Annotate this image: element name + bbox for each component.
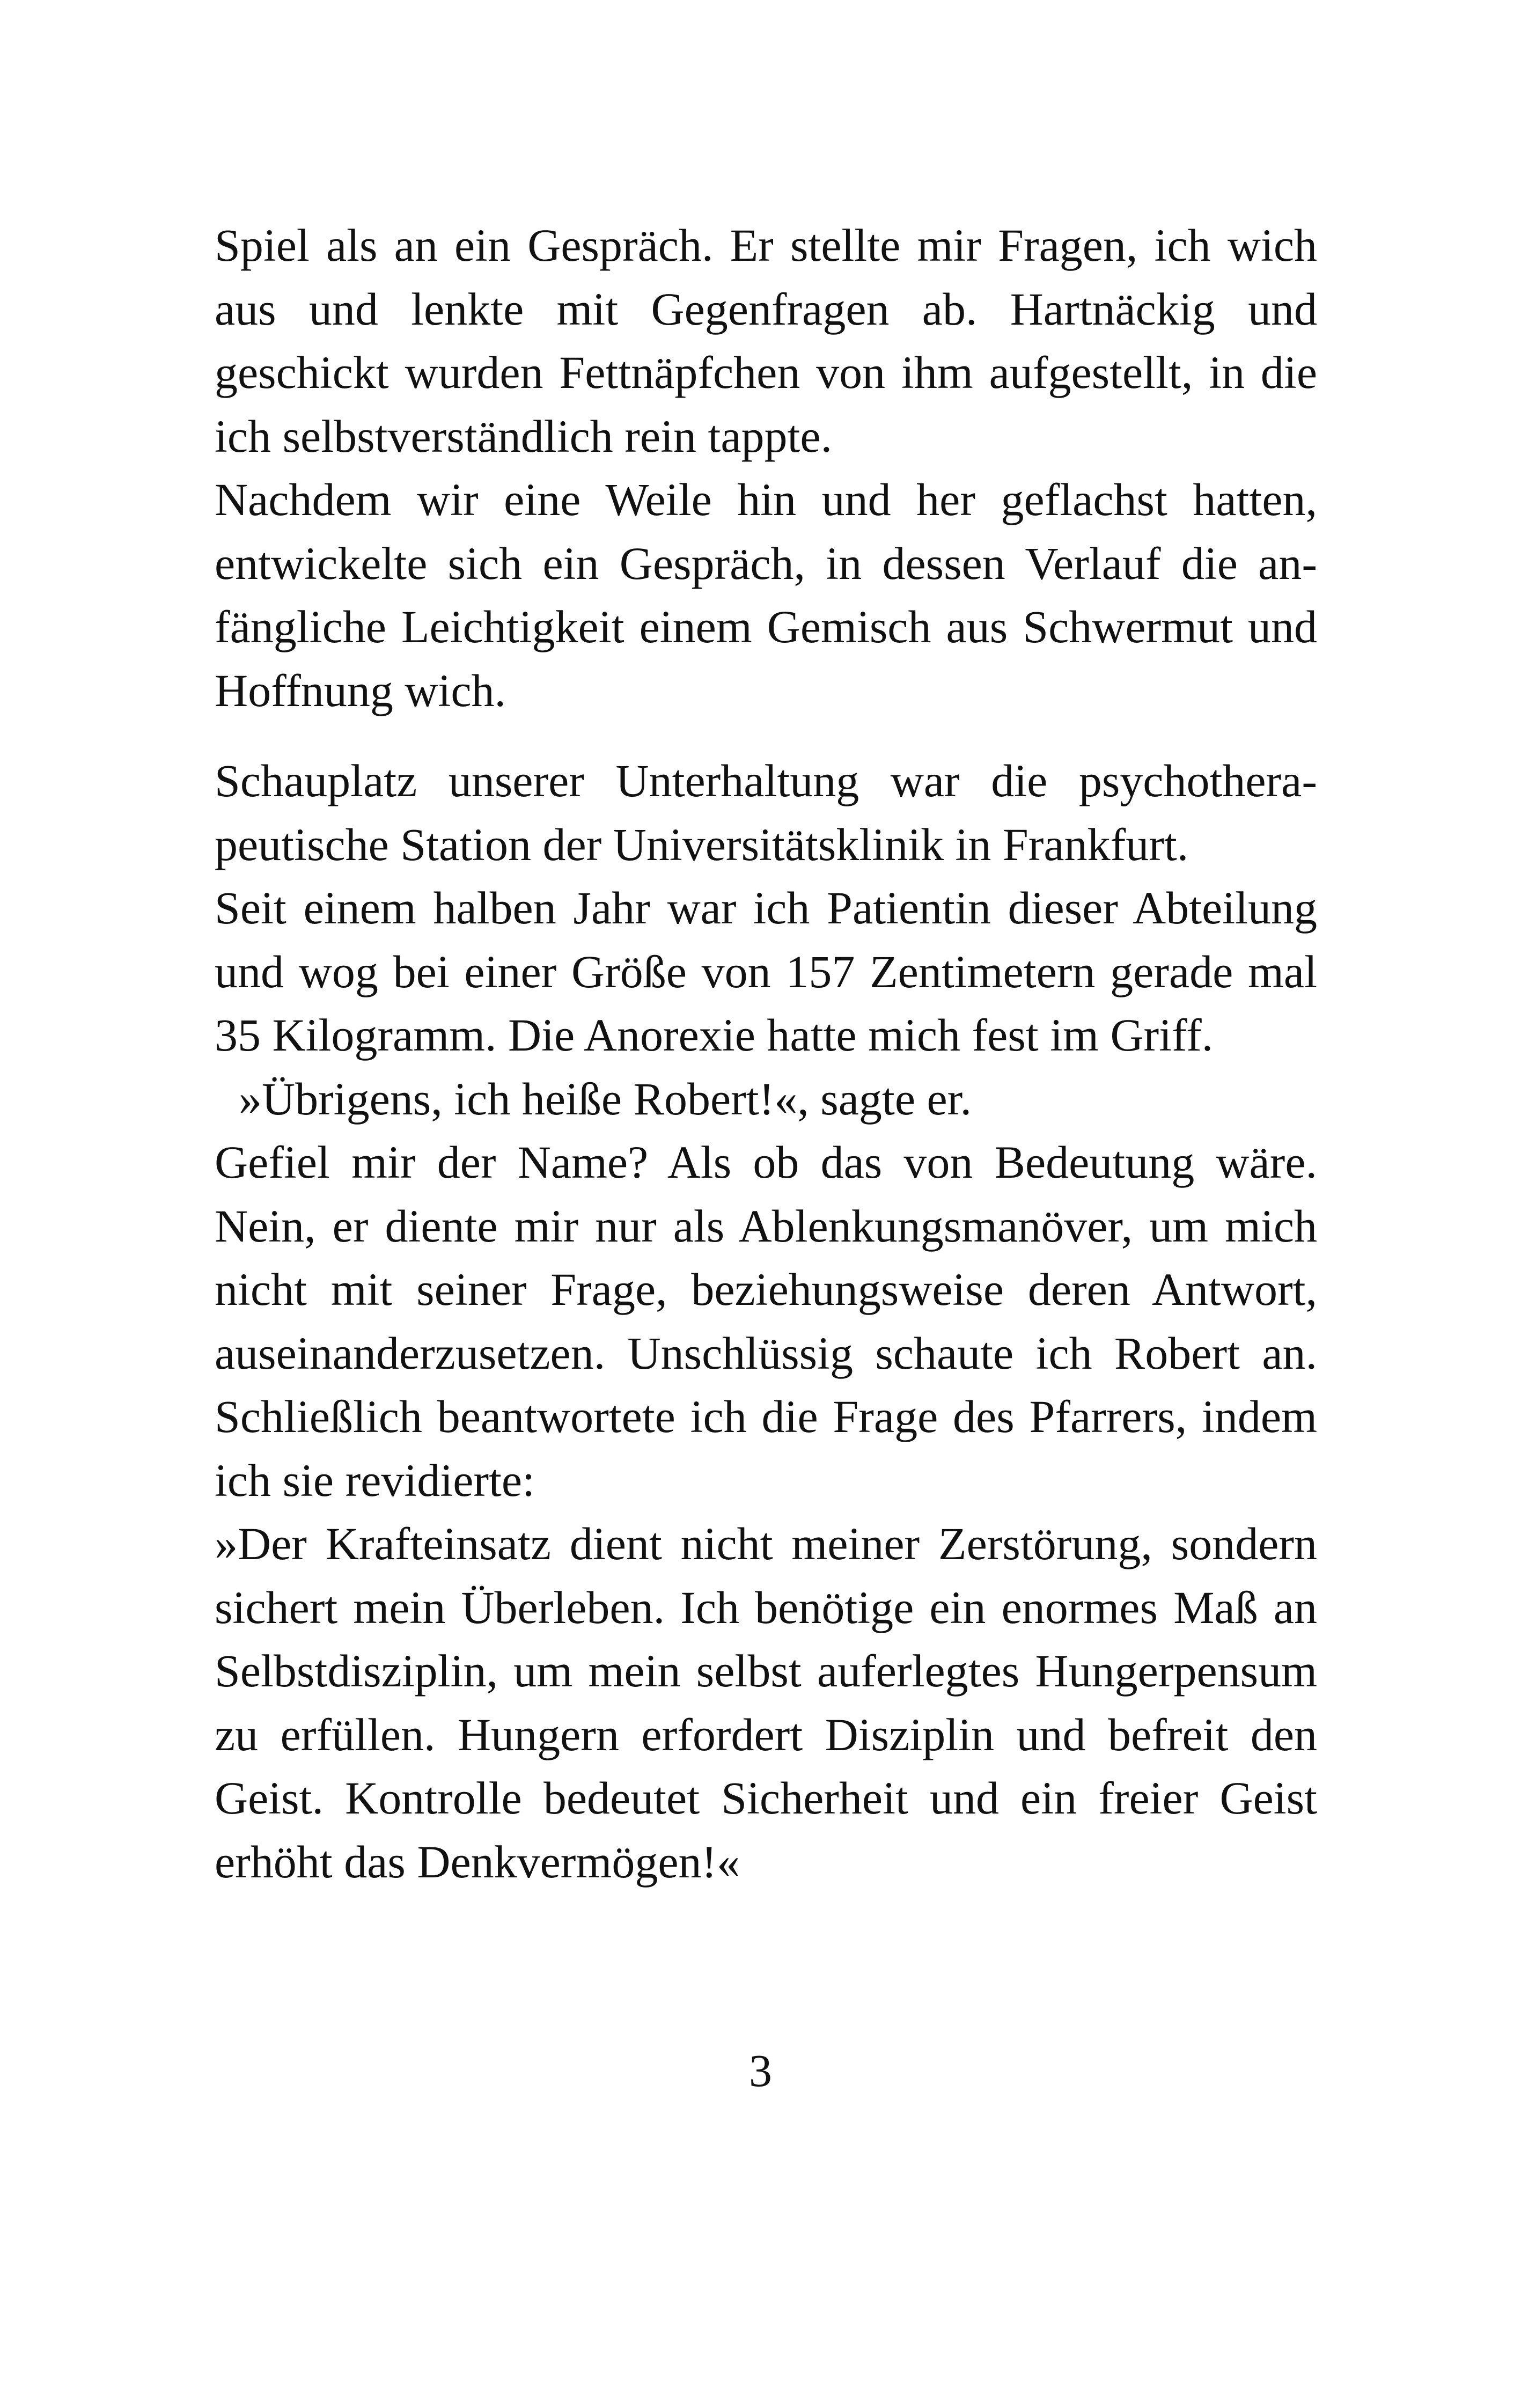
- paragraph-6: Gefiel mir der Name? Als ob das von Bedeutung wäre. Nein, er diente mir nur als Ablenkungsmanöver, um mich nicht mit seiner Frage, beziehungsweise deren Antwort, auseinanderzusetzen. Unschlüssig schaute ich Robert an. Schließlich beantwortete ich die Frage des Pfarrers, indem ich sie revidierte:: [215, 1136, 1317, 1506]
- paragraph-1: Spiel als an ein Gespräch. Er stellte mir Fragen, ich wich aus und lenkte mit Gegenfragen ab. Hartnäckig und geschickt wurden Fettnäpfchen von ihm aufgestellt, in die ich selbstverständlich rein tappte.: [215, 219, 1317, 462]
- paragraph-2: Nachdem wir eine Weile hin und her geflachst hatten, entwickelte sich ein Gespräch, in dessen Verlauf die anfängliche Leichtigkeit einem Gemisch aus Schwermut und Hoffnung wich.: [215, 474, 1317, 716]
- paragraph-4: Seit einem halben Jahr war ich Patientin dieser Abteilung und wog bei einer Größe von 157 Zentimetern gerade mal 35 Kilogramm. Die Anorexie hatte mich fest im Griff.: [215, 882, 1317, 1061]
- block-quote: »Der Krafteinsatz dient nicht meiner Zerstörung, sondern sichert mein Überleben. Ich benötige ein enormes Maß an Selbstdisziplin, um mein selbst auferlegtes Hungerpensum zu erfüllen. Hungern erfordert Disziplin und befreit den Geist. Kontrolle bedeutet Sicherheit und ein freier Geist erhöht das Denkvermögen!«: [215, 1518, 1317, 1888]
- page-number: 3: [749, 2045, 772, 2096]
- paragraph-3: Schauplatz unserer Unterhaltung war die psychotherapeutische Station der Universitätsklinik in Frankfurt.: [215, 755, 1317, 870]
- body-text: [215, 214, 1317, 1893]
- paragraph-5-dialogue: »Übrigens, ich heiße Robert!«, sagte er.: [239, 1073, 972, 1125]
